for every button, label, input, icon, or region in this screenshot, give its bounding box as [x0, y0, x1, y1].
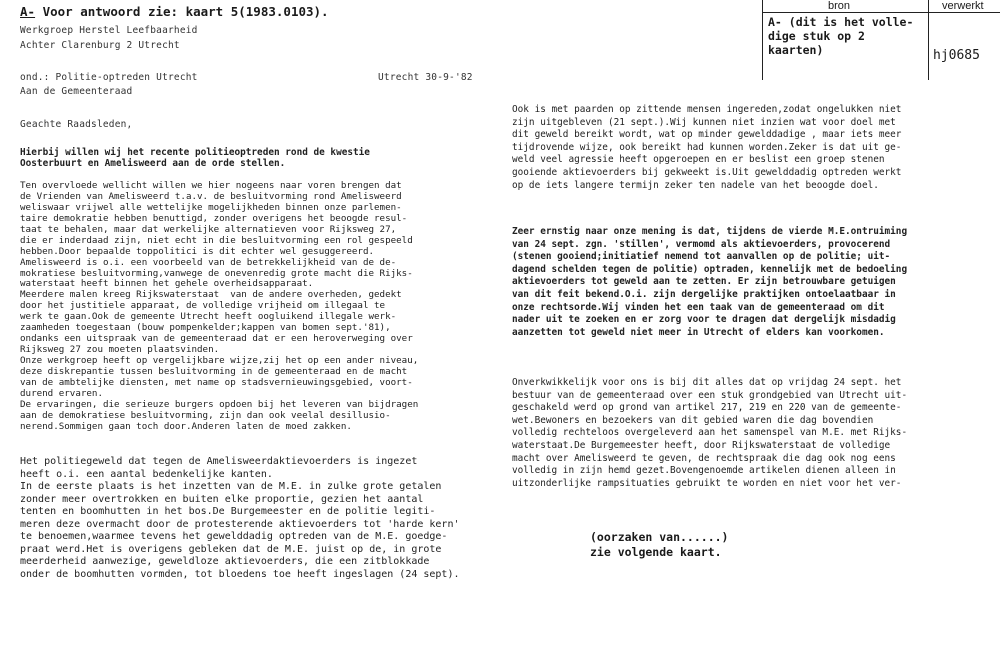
text-line: Het politiegeweld dat tegen de Amelisweerdaktievoerders is ingezet [20, 456, 418, 467]
archive-stamp [762, 0, 1000, 80]
text-line: ondanks een uitspraak van de gemeenteraad dat er een heroverweging over [20, 333, 413, 345]
stamp-note-line: kaarten) [768, 42, 824, 57]
text-line: zonder meer overtrokken en buiten elke proportie, gezien het aantal [20, 493, 424, 505]
text-line: praat werd.Het is overigens gebleken dat de M.E. juist op de, in grote [20, 543, 442, 555]
stamp-note-line: dige stuk op 2 [768, 28, 865, 43]
text-line: nerend.Sommigen gaan toch door.Anderen laten de moed zakken. [20, 420, 352, 432]
right-paragraph-2 [512, 226, 907, 339]
text-line: te benoemen,waarmee tevens het gewelddadig optreden van de M.E. goedge- [20, 531, 448, 542]
stamp-divider [762, 12, 1000, 13]
card-title [20, 4, 329, 19]
text-line: macht over Amelisweerd te geven, de rechtspraak die dag ook nog eens [512, 452, 896, 464]
text-line: deze diskrepantie tussen besluitvorming in de gemeenteraad en de macht [20, 365, 408, 377]
intro-paragraph [20, 147, 370, 169]
text-line: Rijksweg 27 zou moeten plaatsvinden. [20, 344, 220, 356]
text-line: mokratiese besluitvorming,vanwege de onevenredig grote macht die Rijks- [20, 267, 413, 279]
right-paragraph-1 [512, 104, 901, 192]
stamp-code: hj0685 [933, 48, 980, 63]
text-line: durend ervaren. [20, 387, 103, 399]
text-line: Ten overvloede wellicht willen we hier nogeens naar voren brengen dat [20, 180, 402, 191]
text-line: dagend schelden tegen de politie) optraden, kennelijk met de bedoeling [512, 263, 908, 275]
text-line: De ervaringen, die serieuze burgers opdoen bij het leveren van bijdragen [20, 398, 419, 410]
text-line: waterstaat heeft binnen het gehele overheidsapparaat. [20, 278, 314, 290]
card-title-text: Voor antwoord zie: kaart 5(1983.0103). [42, 4, 329, 19]
text-line: gooiende aktievoerders bij gekweekt is.Uit gewelddadig optreden werkt [512, 166, 902, 178]
closing-line-2: zie volgende kaart. [590, 544, 722, 559]
left-paragraph-1 [20, 181, 418, 433]
text-line: de Vrienden van Amelisweerd t.a.v. de besluitvorming rond Amelisweerd [20, 190, 402, 202]
text-line: Ook is met paarden op zittende mensen ingereden,zodat ongelukken niet [512, 104, 902, 115]
text-line: tijdrovende wijze, ook bereikt had kunnen worden.Zeker is dat uit ge- [512, 141, 902, 153]
text-line: van 24 sept. zgn. 'stillen', vermomd als aktievoerders, provocerend [512, 238, 891, 250]
text-line: Oosterbuurt en Amelisweerd aan de orde stellen. [20, 158, 286, 170]
text-line: Hierbij willen wij het recente politieoptreden rond de kwestie [20, 147, 370, 158]
text-line: In de eerste plaats is het inzetten van de M.E. in zulke grote getalen [20, 481, 442, 492]
right-paragraph-3 [512, 377, 907, 490]
text-line: taat te behalen, maar dat werkelijke alternatieven voor Rijksweg 27, [20, 223, 397, 235]
text-line: (stenen gooiend;initiatief nemend tot aanvallen op de politie; uit- [512, 251, 891, 263]
left-paragraph-2 [20, 456, 460, 581]
sender-name: Werkgroep Herstel Leefbaarheid [20, 25, 198, 36]
text-line: door het justitiele apparaat, de volledige vrijheid om illegaal te [20, 300, 386, 312]
text-line: Meerdere malen kreeg Rijkswaterstaat van de andere overheden, gedekt [20, 289, 402, 301]
text-line: dit geweld bereikt wordt, wat op minder gewelddadige , maar iets meer [512, 129, 902, 141]
text-line: heeft o.i. een aantal bedenkelijke kanten. [20, 468, 273, 480]
text-line: op de iets langere termijn zeker ten nadele van het beoogde doel. [512, 179, 879, 191]
text-line: Zeer ernstig naar onze mening is dat, tijdens de vierde M.E.ontruiming [512, 226, 908, 237]
letter-date: Utrecht 30-9-'82 [378, 72, 473, 83]
sender-address: Achter Clarenburg 2 Utrecht [20, 40, 180, 51]
text-line: onze rechtsorde.Wij vinden het een taak van de gemeenteraad om dit [512, 301, 885, 313]
stamp-note-line: A- (dit is het volle- [768, 15, 914, 29]
text-line: taire demokratie hebben benuttigd, zonder overigens het beoogde resul- [20, 212, 408, 224]
card-title-prefix: A- [20, 4, 36, 19]
text-line: zaamheden toegestaan (bouw pompenkelder;kappen van bomen sept.'81), [20, 322, 391, 334]
text-line: zijn uitgebleven (21 sept.).Wij kunnen niet inzien wat voor doel met [512, 116, 896, 128]
text-line: geschakeld werd op grond van artikel 217, 219 en 220 van de gemeente- [512, 402, 902, 414]
text-line: hebben.Door bepaalde toppolitici is dit echter wel gesuggereerd. [20, 245, 375, 257]
text-line: waterstaat.De Burgemeester heeft, door Rijkswaterstaat de volledige [512, 439, 891, 451]
text-line: volledig rechteloos overgeleverd aan het samenspel van M.E. met Rijks- [512, 427, 908, 439]
closing-line-1: (oorzaken van......) [590, 530, 729, 544]
text-line: volledig in zijn hemd gezet.Bovengenoemde artikelen dienen alleen in [512, 465, 896, 477]
text-line: meerderheid aanwezige, geweldloze aktievoerders, die een zitblokkade [20, 556, 430, 567]
text-line: werk te gaan.Ook de gemeente Utrecht heeft oogluikend illegale werk- [20, 311, 397, 323]
text-line: tenten en boomhutten in het bos.De Burgemeester en de politie legiti- [20, 506, 436, 517]
text-line: onder de boomhutten vormden, tot bloedens toe heeft ingeslagen (24 sept). [20, 568, 460, 580]
text-line: Onze werkgroep heeft op vergelijkbare wijze,zij het op een ander niveau, [20, 355, 419, 366]
text-line: weld veel agressie heeft opgeroepen en er beslist een groep stenen [512, 154, 885, 166]
text-line: aanzetten tot geweld niet meer in Utrecht of elders kan voorkomen. [512, 326, 885, 338]
stamp-note [768, 16, 913, 57]
subject-line: ond.: Politie-optreden Utrecht [20, 72, 198, 83]
stamp-verwerkt-header: verwerkt [942, 0, 984, 12]
text-line: die er inderdaad zijn, niet echt in die besluitvorming een rol gespeeld [20, 234, 413, 246]
text-line: uitzonderlijke rampsituaties gebruikt te worden en niet voor het ver- [512, 477, 902, 489]
closing-note [590, 530, 728, 560]
salutation: Geachte Raadsleden, [20, 119, 133, 130]
text-line: weliswaar vrijwel alle wettelijke mogelijkheden binnen onze parlemen- [20, 201, 402, 213]
text-line: van dit feit bekend.O.i. zijn dergelijke praktijken ontoelaatbaar in [512, 288, 896, 300]
text-line: nader uit te zoeken en er zorg voor te dragen dat dergelijk misdadig [512, 314, 896, 326]
text-line: bestuur van de gemeenteraad over een stuk grondgebied van Utrecht uit- [512, 389, 908, 401]
text-line: aktievoerders tot geweld aan te zetten. Er zijn betrouwbare getuigen [512, 276, 896, 288]
stamp-bron-header: bron [828, 0, 851, 12]
text-line: Onverkwikkelijk voor ons is bij dit alles dat op vrijdag 24 sept. het [512, 377, 902, 388]
recipient-line: Aan de Gemeenteraad [20, 86, 133, 97]
text-line: Amelisweerd is o.i. een voorbeeld van de betrekkelijkheid van de de- [20, 256, 397, 268]
text-line: aan de demokratiese besluitvorming, zijn dan ook veelal desillusio- [20, 409, 391, 421]
text-line: van de ambtelijke diensten, met name op stadsvernieuwingsgebied, voort- [20, 376, 413, 388]
text-line: meren deze overmacht door de protesterende aktievoerders tot 'harde kern' [20, 518, 460, 530]
text-line: wet.Bewoners en bezoekers van dit gebied waren die dag bovendien [512, 414, 874, 426]
